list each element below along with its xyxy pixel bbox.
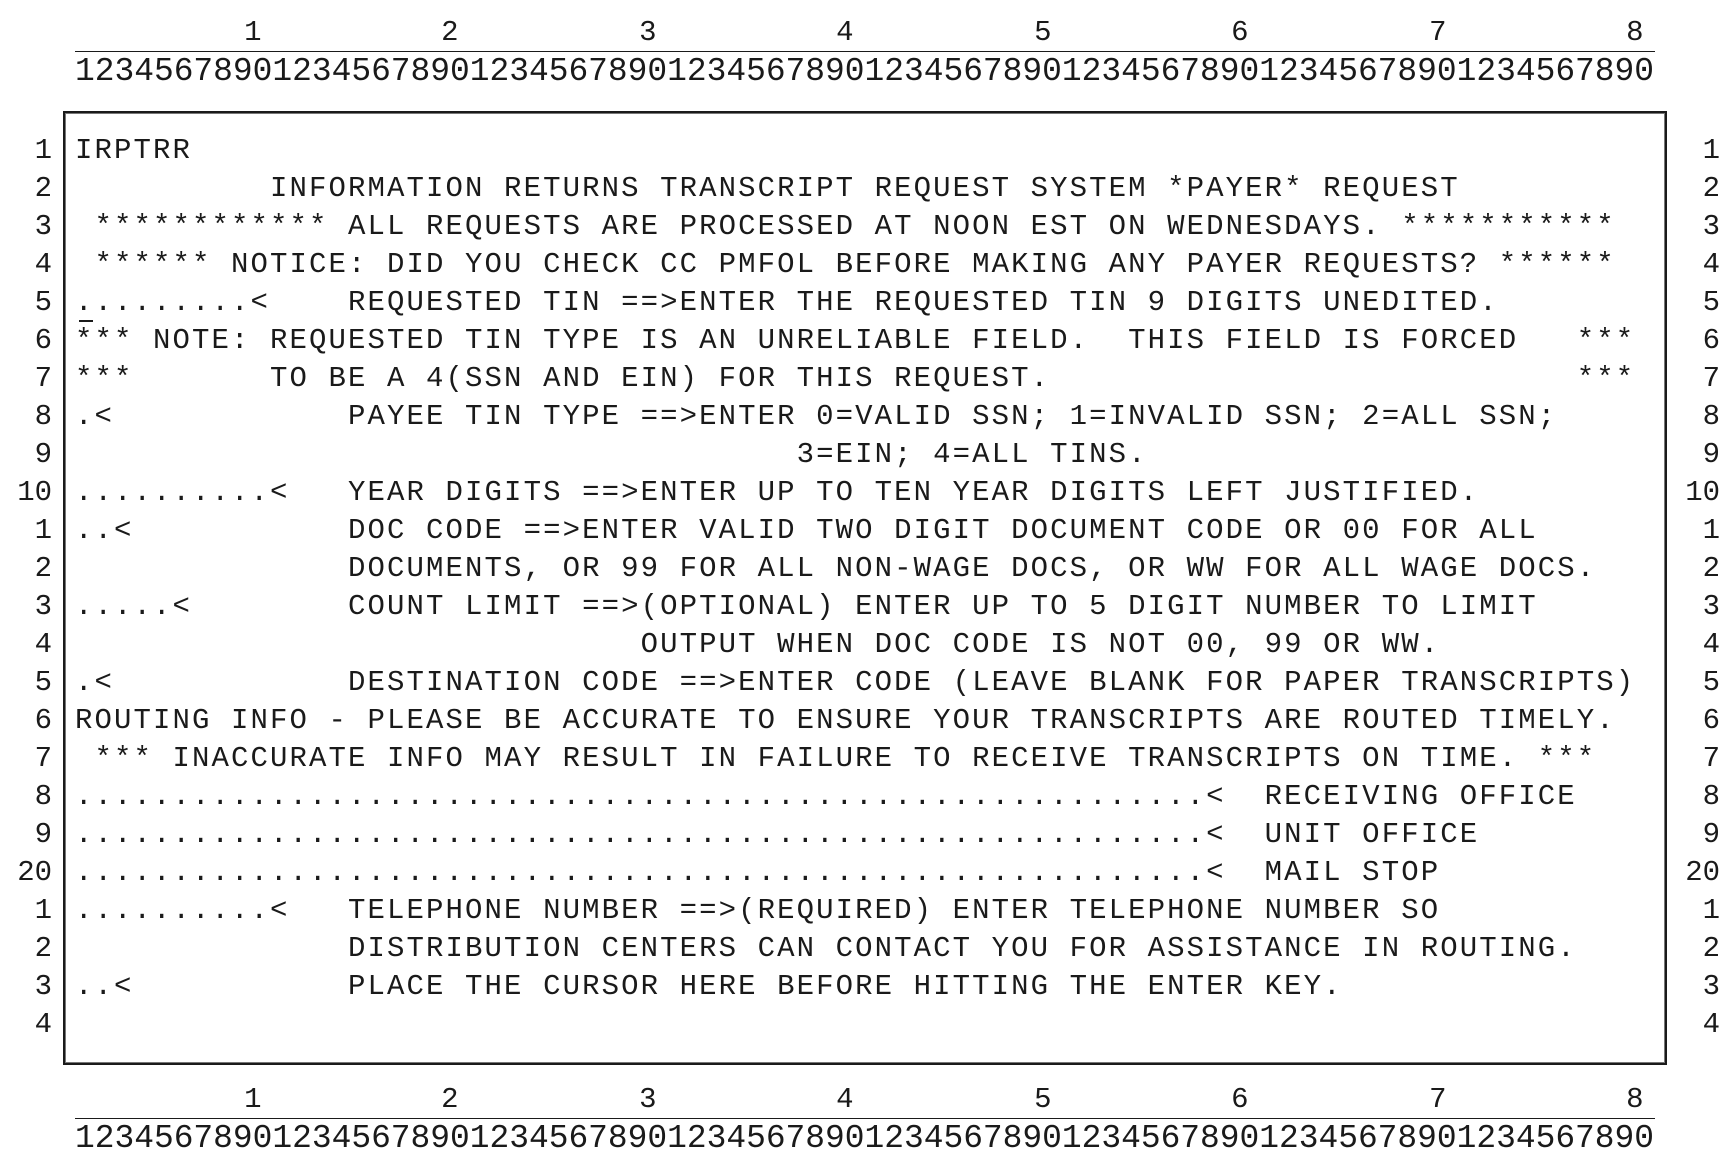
screen-line-20: [0, 854, 1727, 892]
ruler-ten-mark: 6: [1231, 16, 1249, 49]
requested-tin-field[interactable]: .........< REQUESTED TIN ==>ENTER THE REQUESTED TIN 9 DIGITS UNEDITED.: [75, 286, 1499, 319]
screen-line-23: [0, 968, 1727, 1006]
ruler-ten-mark: 3: [639, 1083, 657, 1116]
line-number-right: 8: [1702, 780, 1720, 813]
screen-line-15: [0, 664, 1727, 702]
screen-line-21: [0, 892, 1727, 930]
line-number-left: 5: [34, 666, 52, 699]
screen-line-4: [0, 246, 1727, 284]
line-number-left: 6: [34, 324, 52, 357]
screen-line-24: [0, 1006, 1727, 1044]
line-number-left: 8: [34, 780, 52, 813]
column-ruler-top: [75, 16, 1655, 90]
line-number-left: 5: [34, 286, 52, 319]
screen-line-17: [0, 740, 1727, 778]
screen-title: IRPTRR: [75, 134, 193, 167]
line-number-left: 3: [34, 210, 52, 243]
line-number-right: 7: [1702, 362, 1720, 395]
line-number-right: 2: [1702, 172, 1720, 205]
ruler-tens: [75, 1085, 1655, 1115]
screen-line-7: [0, 360, 1727, 398]
telephone-number-field[interactable]: ..........< TELEPHONE NUMBER ==>(REQUIRED) ENTER TELEPHONE NUMBER SO: [75, 894, 1441, 927]
line-number-left: 8: [34, 400, 52, 433]
line-number-right: 6: [1702, 704, 1720, 737]
ruler-digits: 12345678901234567890123456789012345678901234567890123456789012345678901234567890: [75, 53, 1655, 90]
ruler-ten-mark: 4: [836, 16, 854, 49]
screen-line-14: [0, 626, 1727, 664]
line-number-left: 4: [34, 1008, 52, 1041]
line-number-right: 5: [1702, 286, 1720, 319]
screen-line-10: [0, 474, 1727, 512]
column-ruler-bottom: [75, 1083, 1655, 1157]
line-number-right: 9: [1702, 438, 1720, 471]
mail-stop-field[interactable]: ..........................................................< MAIL STOP: [75, 856, 1441, 889]
line-number-right: 1: [1702, 514, 1720, 547]
ruler-ten-mark: 5: [1034, 16, 1052, 49]
line-number-right: 3: [1702, 210, 1720, 243]
payee-tin-type-field[interactable]: .< PAYEE TIN TYPE ==>ENTER 0=VALID SSN; 1=INVALID SSN; 2=ALL SSN;: [75, 400, 1558, 433]
screen-line-8: [0, 398, 1727, 436]
ruler-ten-mark: 7: [1429, 1083, 1447, 1116]
ruler-ten-mark: 3: [639, 16, 657, 49]
ruler-tens: [75, 18, 1655, 48]
line-number-right: 3: [1702, 590, 1720, 623]
line-number-left: 9: [34, 818, 52, 851]
line-number-right: 20: [1685, 856, 1720, 889]
telephone-number-help: DISTRIBUTION CENTERS CAN CONTACT YOU FOR ASSISTANCE IN ROUTING.: [75, 932, 1577, 965]
ruler-ten-mark: 1: [244, 16, 262, 49]
processing-notice: ************ ALL REQUESTS ARE PROCESSED AT NOON EST ON WEDNESDAYS. ***********: [75, 210, 1616, 243]
screen-line-13: [0, 588, 1727, 626]
ruler-ten-mark: 4: [836, 1083, 854, 1116]
line-number-left: 9: [34, 438, 52, 471]
doc-code-field[interactable]: ..< DOC CODE ==>ENTER VALID TWO DIGIT DOCUMENT CODE OR 00 FOR ALL: [75, 514, 1538, 547]
tin-type-note-continued: *** TO BE A 4(SSN AND EIN) FOR THIS REQUEST. ***: [75, 362, 1636, 395]
screen-line-5: [0, 284, 1727, 322]
line-number-right: 9: [1702, 818, 1720, 851]
year-digits-field[interactable]: ..........< YEAR DIGITS ==>ENTER UP TO TEN YEAR DIGITS LEFT JUSTIFIED.: [75, 476, 1480, 509]
line-number-left: 6: [34, 704, 52, 737]
unit-office-field[interactable]: ..........................................................< UNIT OFFICE: [75, 818, 1480, 851]
cursor-placement-field[interactable]: ..< PLACE THE CURSOR HERE BEFORE HITTING THE ENTER KEY.: [75, 970, 1343, 1003]
line-number-left: 20: [17, 856, 52, 889]
line-number-left: 2: [34, 552, 52, 585]
line-number-right: 5: [1702, 666, 1720, 699]
line-number-right: 6: [1702, 324, 1720, 357]
screen-line-11: [0, 512, 1727, 550]
line-number-right: 7: [1702, 742, 1720, 775]
screen-line-3: [0, 208, 1727, 246]
screen-line-6: [0, 322, 1727, 360]
line-number-right: 8: [1702, 400, 1720, 433]
routing-info-notice: ROUTING INFO - PLEASE BE ACCURATE TO ENSURE YOUR TRANSCRIPTS ARE ROUTED TIMELY.: [75, 704, 1616, 737]
ruler-ten-mark: 8: [1626, 1083, 1644, 1116]
line-number-left: 2: [34, 932, 52, 965]
line-number-right: 2: [1702, 552, 1720, 585]
count-limit-help: OUTPUT WHEN DOC CODE IS NOT 00, 99 OR WW.: [75, 628, 1441, 661]
screen-line-16: [0, 702, 1727, 740]
line-number-right: 1: [1702, 894, 1720, 927]
payee-tin-type-options: 3=EIN; 4=ALL TINS.: [75, 438, 1148, 471]
screen-line-12: [0, 550, 1727, 588]
ruler-ten-mark: 2: [441, 16, 459, 49]
line-number-right: 3: [1702, 970, 1720, 1003]
line-number-left: 7: [34, 362, 52, 395]
line-number-left: 7: [34, 742, 52, 775]
doc-code-help: DOCUMENTS, OR 99 FOR ALL NON-WAGE DOCS, OR WW FOR ALL WAGE DOCS.: [75, 552, 1597, 585]
line-number-left: 3: [34, 970, 52, 1003]
line-number-left: 3: [34, 590, 52, 623]
ruler-ten-mark: 8: [1626, 16, 1644, 49]
line-number-right: 1: [1702, 134, 1720, 167]
line-number-left: 1: [34, 134, 52, 167]
count-limit-field[interactable]: .....< COUNT LIMIT ==>(OPTIONAL) ENTER UP TO 5 DIGIT NUMBER TO LIMIT: [75, 590, 1538, 623]
line-number-right: 4: [1702, 248, 1720, 281]
line-number-right: 4: [1702, 628, 1720, 661]
routing-warning: *** INACCURATE INFO MAY RESULT IN FAILURE TO RECEIVE TRANSCRIPTS ON TIME. ***: [75, 742, 1597, 775]
line-number-left: 1: [34, 894, 52, 927]
tin-type-note: *** NOTE: REQUESTED TIN TYPE IS AN UNRELIABLE FIELD. THIS FIELD IS FORCED ***: [75, 324, 1636, 357]
screen-line-2: [0, 170, 1727, 208]
ruler-rule: [75, 51, 1655, 52]
destination-code-field[interactable]: .< DESTINATION CODE ==>ENTER CODE (LEAVE BLANK FOR PAPER TRANSCRIPTS): [75, 666, 1636, 699]
ruler-ten-mark: 5: [1034, 1083, 1052, 1116]
ruler-ten-mark: 1: [244, 1083, 262, 1116]
screen-line-19: [0, 816, 1727, 854]
line-number-left: 10: [17, 476, 52, 509]
screen-line-1: [0, 132, 1727, 170]
pmfol-notice: ****** NOTICE: DID YOU CHECK CC PMFOL BEFORE MAKING ANY PAYER REQUESTS? ******: [75, 248, 1616, 281]
ruler-digits: 12345678901234567890123456789012345678901234567890123456789012345678901234567890: [75, 1120, 1655, 1157]
screen-heading: INFORMATION RETURNS TRANSCRIPT REQUEST SYSTEM *PAYER* REQUEST: [75, 172, 1460, 205]
line-number-left: 4: [34, 628, 52, 661]
line-number-right: 4: [1702, 1008, 1720, 1041]
ruler-ten-mark: 7: [1429, 16, 1447, 49]
line-number-left: 2: [34, 172, 52, 205]
ruler-ten-mark: 2: [441, 1083, 459, 1116]
line-number-right: 2: [1702, 932, 1720, 965]
screen-line-22: [0, 930, 1727, 968]
screen-line-18: [0, 778, 1727, 816]
ruler-rule: [75, 1118, 1655, 1119]
line-number-right: 10: [1685, 476, 1720, 509]
screen-line-9: [0, 436, 1727, 474]
receiving-office-field[interactable]: ..........................................................< RECEIVING OFFICE: [75, 780, 1577, 813]
line-number-left: 1: [34, 514, 52, 547]
line-number-left: 4: [34, 248, 52, 281]
ruler-ten-mark: 6: [1231, 1083, 1249, 1116]
